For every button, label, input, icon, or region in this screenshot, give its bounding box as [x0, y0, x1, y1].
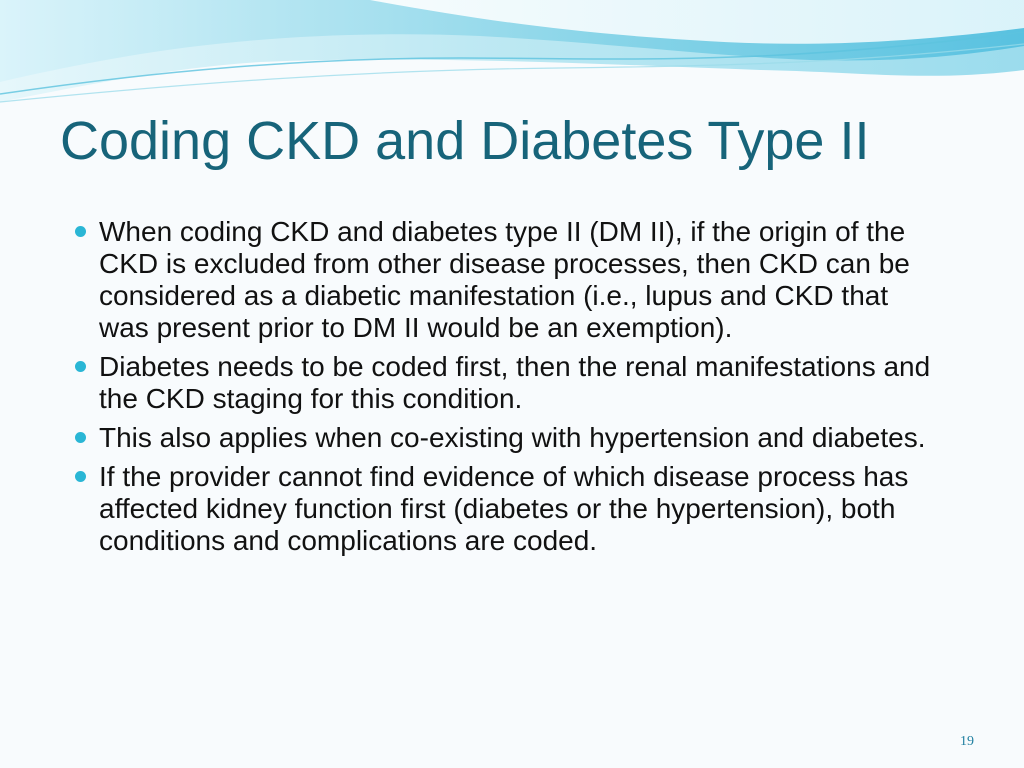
bullet-item-4 — [74, 461, 934, 557]
slide-title: Coding CKD and Diabetes Type II — [60, 111, 870, 171]
wave-header-decoration — [0, 0, 1024, 120]
bullet-item-2 — [74, 351, 934, 415]
bullet-marker-icon — [75, 226, 86, 237]
bullet-item-1 — [74, 216, 934, 344]
bullet-item-3 — [74, 422, 934, 454]
bullet-list — [74, 216, 934, 564]
bullet-text-3: This also applies when co-existing with hypertension and diabetes. — [99, 422, 926, 453]
page-number: 19 — [960, 734, 974, 749]
bullet-marker-icon — [75, 471, 86, 482]
bullet-text-2: Diabetes needs to be coded first, then the renal manifestations and the CKD staging for this condition. — [99, 351, 931, 414]
bullet-text-1: When coding CKD and diabetes type II (DM II), if the origin of the CKD is excluded from other disease processes, then CKD can be considered as a diabetic manifestation (i.e., lupus and CKD that was present prior to DM II would be an exemption). — [99, 216, 910, 343]
bullet-marker-icon — [75, 432, 86, 443]
bullet-text-4: If the provider cannot find evidence of which disease process has affected kidney function first (diabetes or the hypertension), both conditions and complications are coded. — [99, 461, 909, 556]
bullet-marker-icon — [75, 361, 86, 372]
